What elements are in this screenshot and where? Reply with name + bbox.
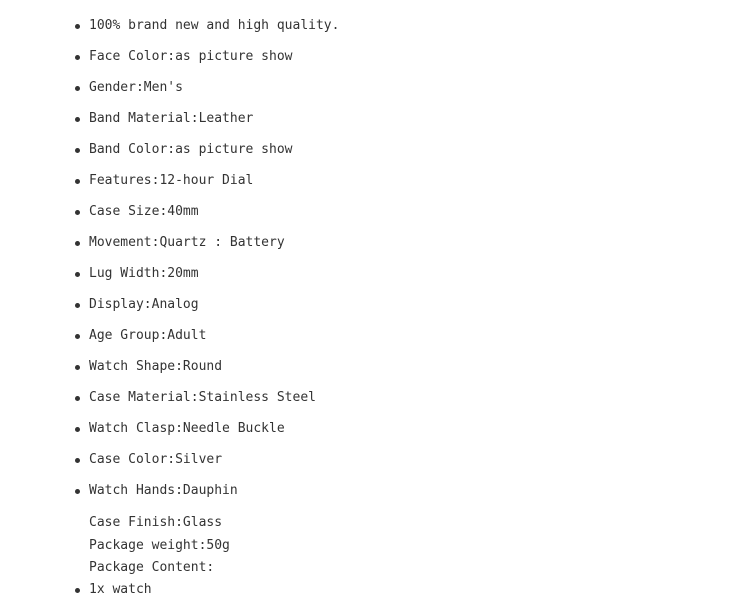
package-content-heading: Package Content:	[89, 560, 215, 575]
bullet-icon	[75, 272, 80, 277]
bullet-icon	[75, 24, 80, 29]
list-item-text: Features:12-hour Dial	[89, 173, 254, 188]
list-item-text: Age Group:Adult	[89, 328, 207, 343]
bullet-icon	[75, 458, 80, 463]
list-item	[75, 482, 339, 513]
list-item-text: Gender:Men's	[89, 80, 183, 95]
list-item-text: Watch Shape:Round	[89, 359, 223, 374]
list-item-text: Band Color:as picture show	[89, 142, 293, 157]
package-content-list	[75, 581, 152, 599]
list-item-text: 1x watch	[89, 582, 152, 597]
bullet-icon	[75, 241, 80, 246]
spec-list	[75, 17, 339, 513]
bullet-icon	[75, 489, 80, 494]
list-item	[75, 581, 152, 599]
bullet-icon	[75, 55, 80, 60]
list-item-text: Display:Analog	[89, 297, 199, 312]
list-item-text: 100% brand new and high quality.	[89, 18, 340, 33]
bullet-icon	[75, 427, 80, 432]
list-item	[75, 17, 339, 48]
list-item	[75, 141, 339, 172]
list-item	[75, 296, 339, 327]
list-item	[75, 48, 339, 79]
list-item	[75, 172, 339, 203]
package-weight-line: Package weight:50g	[89, 537, 230, 553]
list-item	[75, 79, 339, 110]
bullet-icon	[75, 117, 80, 122]
list-item	[75, 358, 339, 389]
list-item-text: Face Color:as picture show	[89, 49, 293, 64]
list-item-text: Movement:Quartz : Battery	[89, 235, 285, 250]
bullet-icon	[75, 334, 80, 339]
list-item-text: Watch Clasp:Needle Buckle	[89, 421, 285, 436]
list-item-text: Lug Width:20mm	[89, 266, 199, 281]
list-item	[75, 265, 339, 296]
bullet-icon	[75, 303, 80, 308]
case-finish-line: Case Finish:Glass	[89, 515, 223, 530]
bullet-icon	[75, 365, 80, 370]
list-item	[75, 234, 339, 265]
extra-specs	[89, 514, 230, 582]
bullet-icon	[75, 588, 80, 593]
bullet-icon	[75, 179, 80, 184]
list-item-text: Case Material:Stainless Steel	[89, 390, 316, 405]
list-item	[75, 451, 339, 482]
list-item-text: Watch Hands:Dauphin	[89, 483, 238, 498]
list-item-text: Case Size:40mm	[89, 204, 199, 219]
list-item	[75, 327, 339, 358]
list-item	[75, 389, 339, 420]
list-item	[75, 420, 339, 451]
bullet-icon	[75, 210, 80, 215]
bullet-icon	[75, 148, 80, 153]
list-item	[75, 110, 339, 141]
list-item	[75, 203, 339, 234]
list-item-text: Band Material:Leather	[89, 111, 254, 126]
bullet-icon	[75, 86, 80, 91]
list-item-text: Case Color:Silver	[89, 452, 223, 467]
bullet-icon	[75, 396, 80, 401]
